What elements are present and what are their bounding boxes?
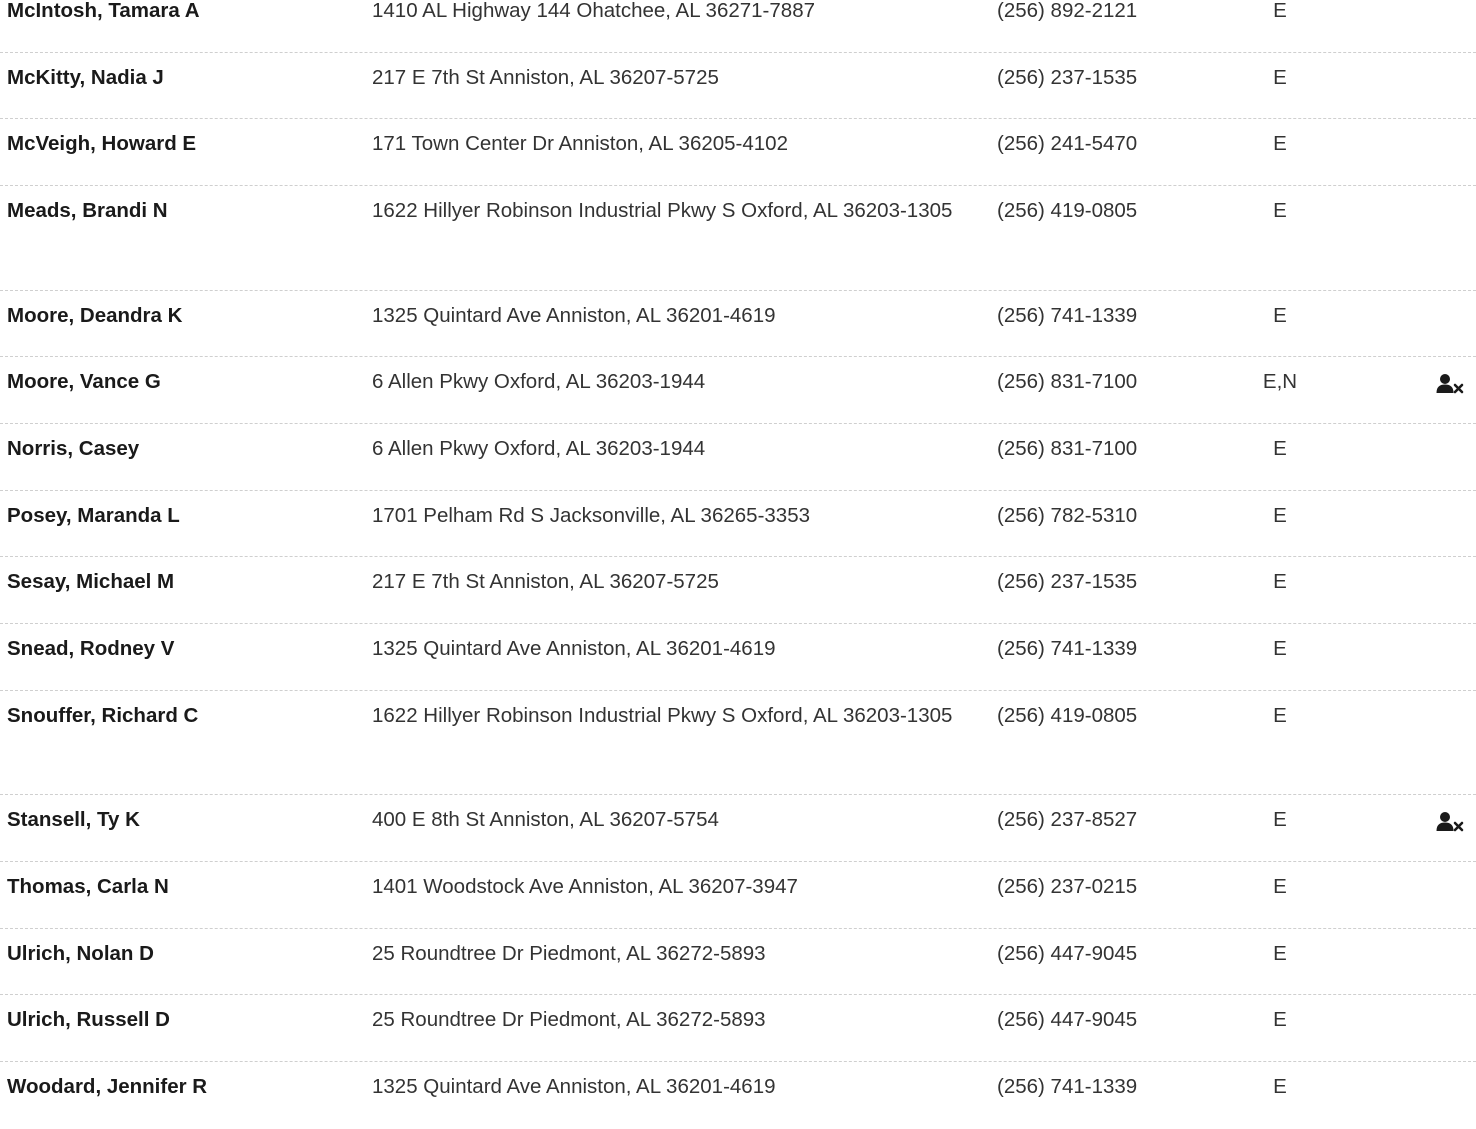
table-row — [0, 186, 1476, 291]
row-address: 1401 Woodstock Ave Anniston, AL 36207-3947 — [372, 874, 798, 898]
row-name: Posey, Maranda L — [7, 503, 180, 527]
row-type: E — [1273, 874, 1287, 898]
row-phone: (256) 892-2121 — [997, 0, 1138, 22]
user-times-icon[interactable] — [1436, 811, 1464, 833]
row-name: Moore, Vance G — [7, 370, 161, 394]
table-row — [0, 995, 1476, 1062]
row-address: 1622 Hillyer Robinson Industrial Pkwy S Oxford, AL 36203-1305 — [372, 199, 953, 223]
table-row — [0, 424, 1476, 491]
row-phone: (256) 741-1339 — [997, 1074, 1138, 1098]
row-phone: (256) 741-1339 — [997, 303, 1138, 327]
row-name: Thomas, Carla N — [7, 874, 169, 898]
table-row — [0, 795, 1476, 862]
row-address: 1410 AL Highway 144 Ohatchee, AL 36271-7887 — [372, 0, 815, 22]
row-name: McIntosh, Tamara A — [7, 0, 200, 22]
row-type: E — [1273, 1074, 1287, 1098]
row-phone: (256) 419-0805 — [997, 199, 1138, 223]
row-phone: (256) 237-1535 — [997, 570, 1138, 594]
row-type: E — [1273, 570, 1287, 594]
row-phone: (256) 237-8527 — [997, 808, 1138, 832]
table-row — [0, 1062, 1476, 1129]
row-name: Moore, Deandra K — [7, 303, 183, 327]
row-address: 25 Roundtree Dr Piedmont, AL 36272-5893 — [372, 1008, 766, 1032]
row-phone: (256) 831-7100 — [997, 370, 1138, 394]
row-name: Snouffer, Richard C — [7, 703, 199, 727]
row-name: McKitty, Nadia J — [7, 65, 164, 89]
row-name: Stansell, Ty K — [7, 808, 140, 832]
row-type: E — [1273, 0, 1287, 22]
row-type: E — [1273, 132, 1287, 156]
row-name: Meads, Brandi N — [7, 199, 168, 223]
table-row — [0, 119, 1476, 186]
table-row — [0, 291, 1476, 358]
row-type: E — [1273, 703, 1287, 727]
table-row — [0, 0, 1476, 53]
table-row — [0, 53, 1476, 120]
row-phone: (256) 237-1535 — [997, 65, 1138, 89]
row-type: E — [1273, 503, 1287, 527]
row-address: 25 Roundtree Dr Piedmont, AL 36272-5893 — [372, 941, 766, 965]
table-row — [0, 557, 1476, 624]
row-address: 1325 Quintard Ave Anniston, AL 36201-4619 — [372, 1074, 776, 1098]
table-row — [0, 624, 1476, 691]
table-row — [0, 691, 1476, 796]
table-row — [0, 929, 1476, 996]
row-address: 1325 Quintard Ave Anniston, AL 36201-4619 — [372, 637, 776, 660]
row-phone: (256) 447-9045 — [997, 1008, 1138, 1032]
row-phone: (256) 241-5470 — [997, 132, 1138, 156]
row-phone: (256) 419-0805 — [997, 703, 1138, 727]
row-type: E — [1273, 941, 1287, 965]
row-address: 400 E 8th St Anniston, AL 36207-5754 — [372, 808, 719, 832]
row-type: E — [1273, 1008, 1287, 1032]
row-address: 6 Allen Pkwy Oxford, AL 36203-1944 — [372, 370, 706, 394]
row-address: 217 E 7th St Anniston, AL 36207-5725 — [372, 570, 719, 594]
row-type: E — [1273, 303, 1287, 327]
row-address: 171 Town Center Dr Anniston, AL 36205-4102 — [372, 132, 788, 156]
row-name: Woodard, Jennifer R — [7, 1074, 208, 1098]
table-row — [0, 862, 1476, 929]
row-type: E — [1273, 808, 1287, 832]
row-name: Norris, Casey — [7, 436, 140, 460]
table-row — [0, 491, 1476, 558]
row-address: 6 Allen Pkwy Oxford, AL 36203-1944 — [372, 436, 706, 460]
row-type: E — [1273, 436, 1287, 460]
user-times-icon[interactable] — [1436, 373, 1464, 395]
row-name: Snead, Rodney V — [7, 637, 175, 660]
row-phone: (256) 237-0215 — [997, 874, 1138, 898]
row-address: 217 E 7th St Anniston, AL 36207-5725 — [372, 65, 719, 89]
row-type: E — [1273, 637, 1287, 660]
row-type: E — [1273, 65, 1287, 89]
row-name: Ulrich, Russell D — [7, 1008, 170, 1032]
row-type: E — [1273, 199, 1287, 223]
row-name: Sesay, Michael M — [7, 570, 175, 594]
row-phone: (256) 447-9045 — [997, 941, 1138, 965]
row-name: McVeigh, Howard E — [7, 132, 197, 156]
row-phone: (256) 782-5310 — [997, 503, 1138, 527]
row-type: E,N — [1262, 370, 1298, 394]
row-phone: (256) 831-7100 — [997, 436, 1138, 460]
row-name: Ulrich, Nolan D — [7, 941, 154, 965]
row-address: 1701 Pelham Rd S Jacksonville, AL 36265-3353 — [372, 503, 810, 527]
row-address: 1622 Hillyer Robinson Industrial Pkwy S Oxford, AL 36203-1305 — [372, 703, 953, 727]
row-address: 1325 Quintard Ave Anniston, AL 36201-4619 — [372, 303, 776, 327]
table-row — [0, 357, 1476, 424]
row-phone: (256) 741-1339 — [997, 637, 1138, 660]
